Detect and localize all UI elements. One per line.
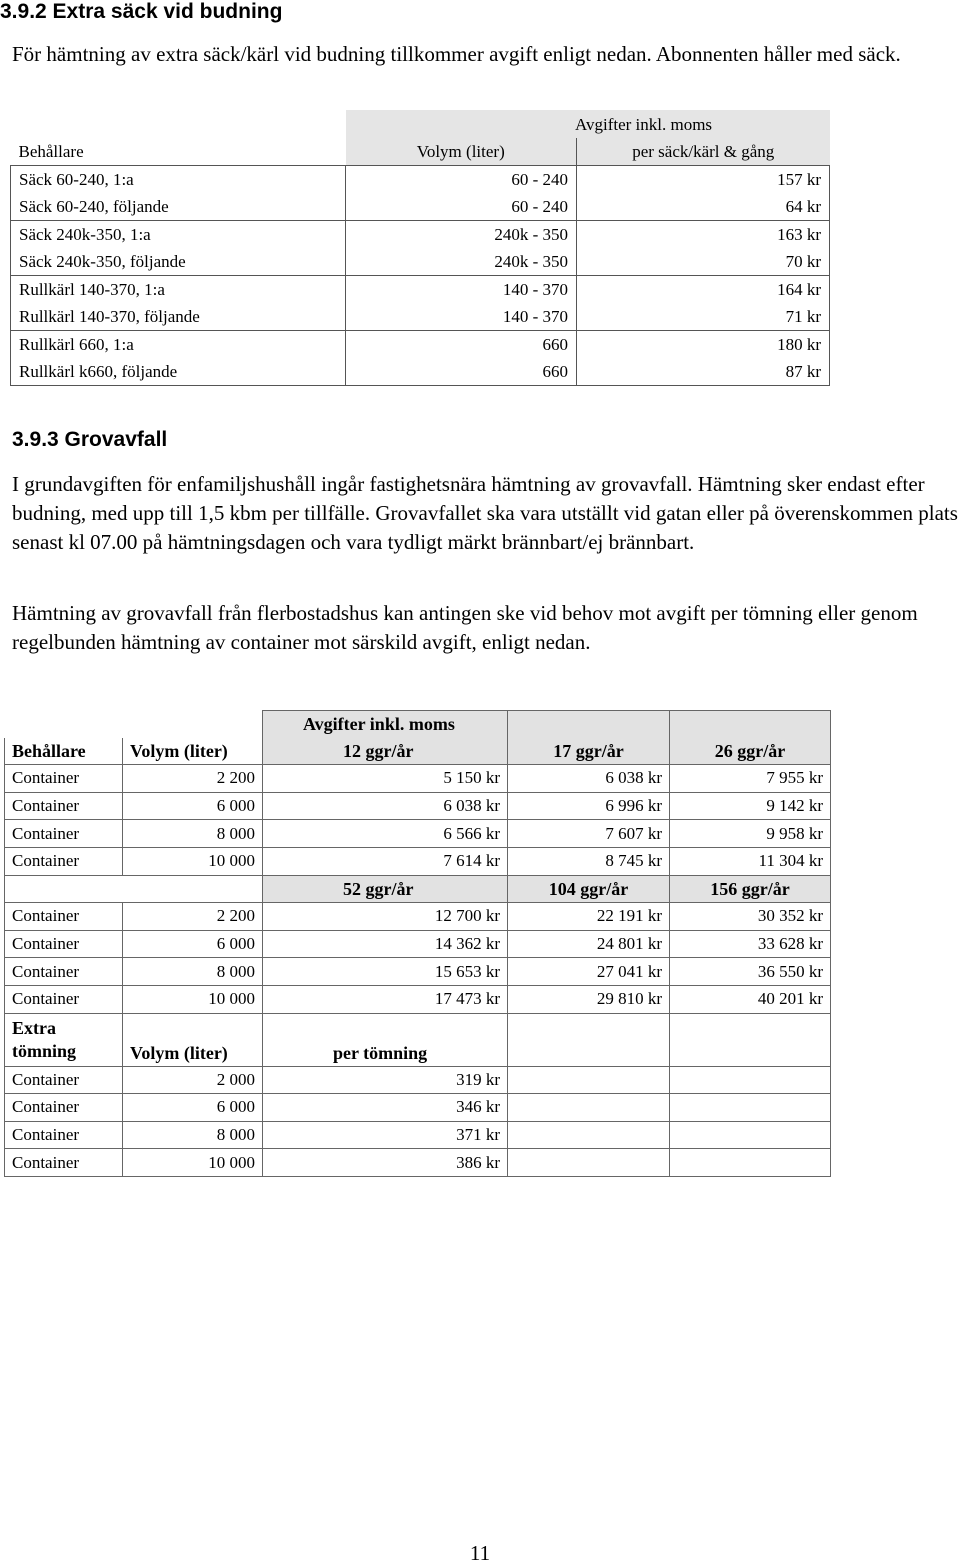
table-row — [5, 765, 831, 793]
table-row — [5, 1121, 831, 1149]
table-row — [11, 248, 830, 276]
table2-extra-volume: Volym (liter) — [123, 1013, 263, 1066]
table-row — [5, 847, 831, 875]
table2-cell-name: Container — [5, 847, 123, 875]
table1-cell-volume: 60 - 240 — [346, 166, 577, 194]
table-row — [5, 903, 831, 931]
table2-cell-empty — [670, 1066, 831, 1094]
table2-cell-volume: 6 000 — [123, 792, 263, 820]
table2-cell-empty — [670, 1094, 831, 1122]
table2-freq-a-2: 17 ggr/år — [508, 738, 670, 765]
table1-cell-name: Säck 240k-350, 1:a — [11, 221, 346, 249]
table2-cell-name: Container — [5, 930, 123, 958]
table2-cell-fee: 371 kr — [263, 1121, 508, 1149]
table1-cell-fee: 64 kr — [785, 197, 821, 216]
table1-col-volume: Volym (liter) — [346, 138, 577, 166]
table-row — [5, 1149, 831, 1177]
table2-extra-label-1: Extra — [12, 1017, 56, 1038]
table2-cell-name: Container — [5, 1094, 123, 1122]
table1-cell-volume: 240k - 350 — [346, 221, 577, 249]
table1-cell-fee: 180 kr — [777, 335, 821, 354]
table2-cell-fee: 7 607 kr — [508, 820, 670, 848]
table2-cell-empty — [508, 1149, 670, 1177]
table2-cell-empty — [670, 1149, 831, 1177]
table2-cell-fee: 9 142 kr — [670, 792, 831, 820]
table1-cell-name: Rullkärl 140-370, 1:a — [11, 276, 346, 304]
table2-cell-name: Container — [5, 1121, 123, 1149]
table-row — [11, 331, 830, 359]
table2-spacer-1 — [5, 875, 123, 903]
table1-cell-volume: 60 - 240 — [346, 193, 577, 221]
table2-cell-fee: 14 362 kr — [263, 930, 508, 958]
table2-cell-fee: 6 996 kr — [508, 792, 670, 820]
table-row — [11, 276, 830, 304]
table2-cell-fee: 346 kr — [263, 1094, 508, 1122]
table2-cell-name: Container — [5, 792, 123, 820]
table2-cell-fee: 29 810 kr — [508, 985, 670, 1013]
table2-header-top: Avgifter inkl. moms — [263, 711, 508, 738]
table2-cell-fee: 6 038 kr — [508, 765, 670, 793]
table1-cell-name: Rullkärl 140-370, följande — [11, 303, 346, 331]
table2-extra-blank-2 — [670, 1013, 831, 1066]
table2-cell-volume: 10 000 — [123, 985, 263, 1013]
table-row — [11, 303, 830, 331]
table2-cell-fee: 12 700 kr — [263, 903, 508, 931]
table1-cell-fee: 157 kr — [777, 170, 821, 189]
table2-extra-per: per tömning — [263, 1013, 508, 1066]
section-paragraph-393-b: Hämtning av grovavfall från flerbostadshus kan antingen ske vid behov mot avgift per tömning eller genom regelbunden hämtning av container mot särskild avgift, enligt nedan. — [12, 601, 918, 654]
table2-cell-empty — [508, 1094, 670, 1122]
table2-cell-fee: 24 801 kr — [508, 930, 670, 958]
table1-cell-volume: 660 — [346, 331, 577, 359]
table1-cell-volume: 240k - 350 — [346, 248, 577, 276]
table2-cell-volume: 2 200 — [123, 903, 263, 931]
table2-cell-fee: 27 041 kr — [508, 958, 670, 986]
table2-cell-fee: 6 038 kr — [263, 792, 508, 820]
table1-cell-name: Säck 60-240, följande — [11, 193, 346, 221]
page-number: 11 — [469, 1541, 491, 1565]
table1-cell-volume: 140 - 370 — [346, 276, 577, 304]
table2-col-volume: Volym (liter) — [123, 738, 263, 765]
table2-cell-empty — [508, 1121, 670, 1149]
table1-cell-name: Rullkärl k660, följande — [11, 358, 346, 386]
section-heading-392: 3.9.2 Extra säck vid budning — [0, 0, 283, 23]
table2-cell-volume: 8 000 — [123, 958, 263, 986]
table-row — [5, 930, 831, 958]
table1-cell-fee: 164 kr — [777, 280, 821, 299]
table-row — [5, 958, 831, 986]
table2-cell-fee: 8 745 kr — [508, 847, 670, 875]
table-row — [11, 166, 830, 194]
section-paragraph-393-a: I grundavgiften för enfamiljshushåll ingår fastighetsnära hämtning av grovavfall. Hämtning sker endast efter budning, med upp till 1,5 kbm per tillfälle. Grovavfallet ska vara utställt vid gatan eller på överenskommen plats senast kl 07.00 på hämtningsdagen och vara tydligt märkt brännbart/ej brännbart. — [12, 472, 958, 554]
table-row — [5, 985, 831, 1013]
table2-cell-volume: 8 000 — [123, 1121, 263, 1149]
table-grovavfall — [4, 710, 831, 1177]
table2-cell-name: Container — [5, 903, 123, 931]
table-row — [5, 820, 831, 848]
table2-cell-fee: 15 653 kr — [263, 958, 508, 986]
table1-cell-fee: 87 kr — [785, 362, 821, 381]
table2-cell-volume: 8 000 — [123, 820, 263, 848]
table2-extra-blank-1 — [508, 1013, 670, 1066]
table2-cell-volume: 2 200 — [123, 765, 263, 793]
table1-cell-fee: 70 kr — [785, 252, 821, 271]
table2-cell-volume: 10 000 — [123, 847, 263, 875]
table1-cell-name: Säck 240k-350, följande — [11, 248, 346, 276]
table1-cell-volume: 660 — [346, 358, 577, 386]
table2-cell-volume: 2 000 — [123, 1066, 263, 1094]
table2-cell-fee: 17 473 kr — [263, 985, 508, 1013]
table1-cell-volume: 140 - 370 — [346, 303, 577, 331]
table2-cell-volume: 10 000 — [123, 1149, 263, 1177]
table2-freq-b-2: 104 ggr/år — [508, 875, 670, 903]
table2-cell-fee: 386 kr — [263, 1149, 508, 1177]
table2-cell-name: Container — [5, 1066, 123, 1094]
table2-cell-fee: 36 550 kr — [670, 958, 831, 986]
table1-col-fee: per säck/kärl & gång — [577, 138, 830, 166]
table2-freq-a-3: 26 ggr/år — [670, 738, 831, 765]
section-paragraph-392: För hämtning av extra säck/kärl vid budning tillkommer avgift enligt nedan. Abonnenten håller med säck. — [12, 42, 901, 66]
table-row — [5, 1094, 831, 1122]
table2-cell-fee: 7 614 kr — [263, 847, 508, 875]
table2-cell-name: Container — [5, 1149, 123, 1177]
table2-cell-empty — [508, 1066, 670, 1094]
table2-freq-a-1: 12 ggr/år — [263, 738, 508, 765]
table-row — [11, 221, 830, 249]
table2-cell-empty — [670, 1121, 831, 1149]
table2-cell-volume: 6 000 — [123, 930, 263, 958]
table2-extra-label — [5, 1013, 123, 1066]
table1-cell-fee: 71 kr — [785, 307, 821, 326]
section-heading-393: 3.9.3 Grovavfall — [12, 428, 168, 451]
table2-cell-fee: 7 955 kr — [670, 765, 831, 793]
table2-cell-fee: 22 191 kr — [508, 903, 670, 931]
table2-header-blank-1 — [508, 711, 670, 738]
table-extra-sack — [10, 110, 830, 386]
table2-cell-name: Container — [5, 985, 123, 1013]
table2-cell-name: Container — [5, 820, 123, 848]
table1-header-top: Avgifter inkl. moms — [346, 110, 830, 138]
table2-cell-name: Container — [5, 765, 123, 793]
table1-cell-fee: 163 kr — [777, 225, 821, 244]
table2-cell-fee: 40 201 kr — [670, 985, 831, 1013]
table1-cell-name: Rullkärl 660, 1:a — [11, 331, 346, 359]
table1-col-container: Behållare — [18, 142, 84, 161]
table-row — [11, 193, 830, 221]
table2-freq-b-3: 156 ggr/år — [670, 875, 831, 903]
table2-extra-label-2: tömning — [12, 1040, 77, 1061]
table2-cell-fee: 319 kr — [263, 1066, 508, 1094]
table1-corner — [11, 110, 346, 138]
table-row — [5, 792, 831, 820]
table2-cell-fee: 9 958 kr — [670, 820, 831, 848]
table2-header-blank-2 — [670, 711, 831, 738]
table2-freq-b-1: 52 ggr/år — [263, 875, 508, 903]
table2-cell-volume: 6 000 — [123, 1094, 263, 1122]
table2-col-container: Behållare — [5, 738, 123, 765]
table-row — [11, 358, 830, 386]
table2-cell-fee: 33 628 kr — [670, 930, 831, 958]
table2-corner-1 — [5, 711, 123, 738]
table2-spacer-2 — [123, 875, 263, 903]
table2-cell-fee: 5 150 kr — [263, 765, 508, 793]
table2-cell-fee: 6 566 kr — [263, 820, 508, 848]
table2-cell-fee: 11 304 kr — [670, 847, 831, 875]
table2-cell-fee: 30 352 kr — [670, 903, 831, 931]
table2-corner-2 — [123, 711, 263, 738]
table2-cell-name: Container — [5, 958, 123, 986]
table1-cell-name: Säck 60-240, 1:a — [11, 166, 346, 194]
table-row — [5, 1066, 831, 1094]
